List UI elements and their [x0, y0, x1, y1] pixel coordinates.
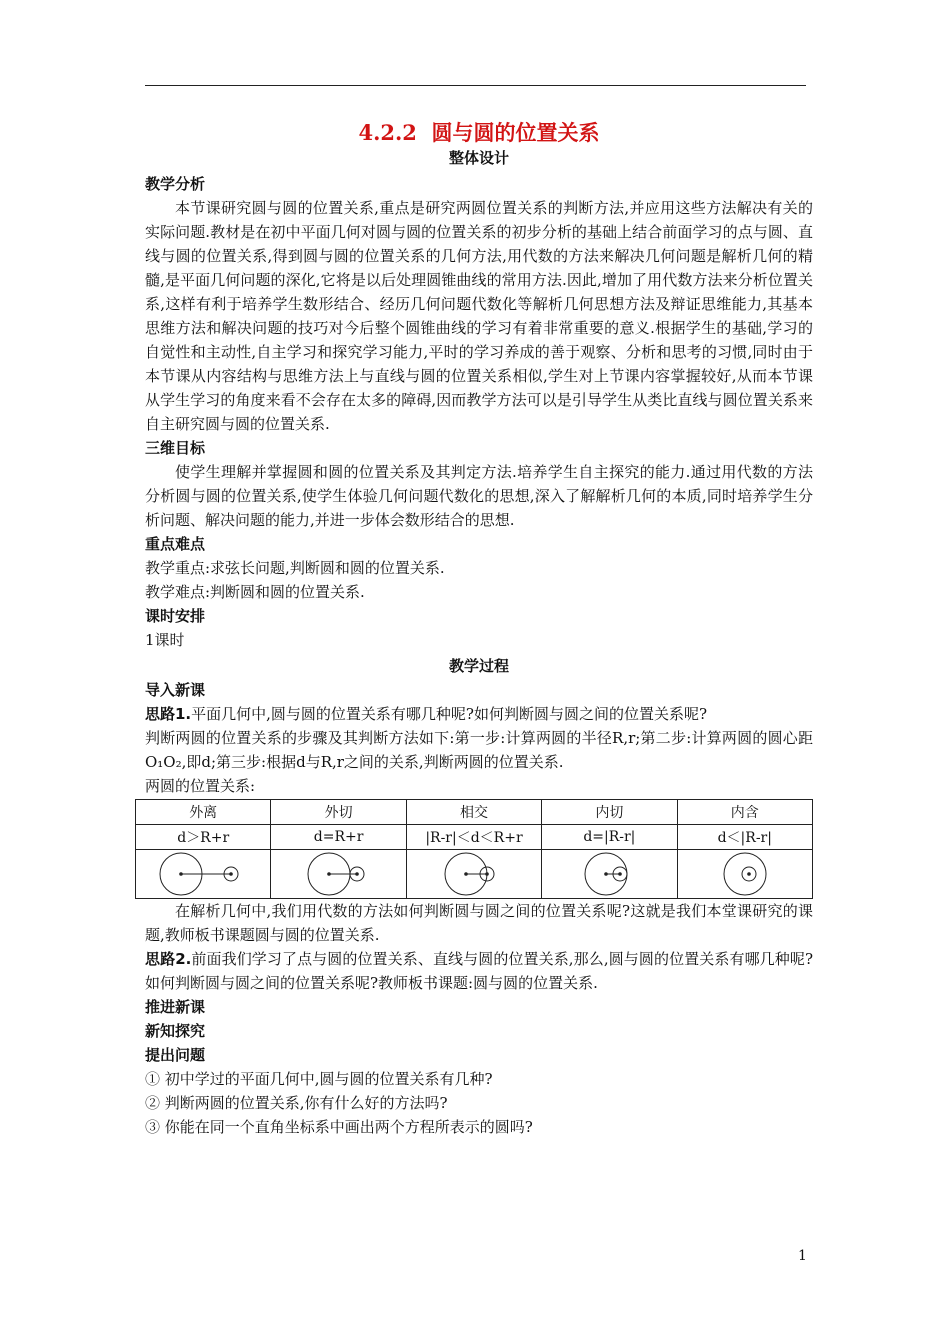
- question-2: ② 判断两圆的位置关系,你有什么好的方法吗?: [145, 1094, 448, 1112]
- cell-cond-5: d＜|R-r|: [677, 825, 812, 850]
- table-row-conditions: [136, 825, 813, 850]
- heading-explore: 新知探究: [145, 1022, 206, 1040]
- cell-fig-4: [542, 850, 677, 899]
- keypoint-line: 教学重点:求弦长问题,判断圆和圆的位置关系.: [145, 559, 445, 577]
- internal-tangent-figure: [559, 851, 659, 897]
- cell-name-5: 内含: [677, 800, 812, 825]
- document-page: [145, 118, 813, 1139]
- page-number: 1: [798, 1248, 807, 1264]
- heading-advance: 推进新课: [145, 998, 206, 1016]
- cell-name-3: 相交: [406, 800, 541, 825]
- goals-paragraph: 使学生理解并掌握圆和圆的位置关系及其判定方法.培养学生自主探究的能力.通过用代数的方法分析圆与圆的位置关系,使学生体验几何问题代数化的思想,深入了解解析几何的本质,同时培养学生分析问题、解决问题的能力,并进一步体会数形结合的思想.: [145, 463, 813, 529]
- table-row-figures: [136, 850, 813, 899]
- difficulty-line: 教学难点:判断圆和圆的位置关系.: [145, 583, 365, 601]
- subtitle: 整体设计: [448, 149, 509, 167]
- separate-circles-figure: [153, 851, 253, 897]
- idea1-label: 思路1.: [145, 705, 192, 723]
- table-caption: 两圆的位置关系:: [145, 777, 256, 795]
- after-table-paragraph: 在解析几何中,我们用代数的方法如何判断圆与圆之间的位置关系呢?这就是我们本堂课研究的课题,教师板书课题圆与圆的位置关系.: [145, 902, 813, 944]
- intersecting-circles-figure: [424, 851, 524, 897]
- heading-questions: 提出问题: [145, 1046, 206, 1064]
- cell-name-2: 外切: [271, 800, 406, 825]
- heading-analysis: 教学分析: [145, 175, 206, 193]
- heading-intro: 导入新课: [145, 681, 206, 699]
- idea1-steps: 判断两圆的位置关系的步骤及其判断方法如下:第一步:计算两圆的半径R,r;第二步:计算两圆的圆心距O₁O₂,即d;第三步:根据d与R,r之间的关系,判断两圆的位置关系.: [145, 729, 813, 771]
- idea2-text: 前面我们学习了点与圆的位置关系、直线与圆的位置关系,那么,圆与圆的位置关系有哪几种呢?如何判断圆与圆之间的位置关系呢?教师板书课题:圆与圆的位置关系.: [145, 950, 813, 992]
- question-3: ③ 你能在同一个直角坐标系中画出两个方程所表示的圆吗?: [145, 1118, 533, 1136]
- idea2-paragraph: [145, 947, 813, 995]
- cell-fig-2: [271, 850, 406, 899]
- cell-name-4: 内切: [542, 800, 677, 825]
- cell-cond-1: d＞R+r: [136, 825, 271, 850]
- idea1-text: 平面几何中,圆与圆的位置关系有哪几种呢?如何判断圆与圆之间的位置关系呢?: [191, 705, 707, 723]
- heading-keypoints: 重点难点: [145, 535, 206, 553]
- table-row-names: [136, 800, 813, 825]
- heading-process: 教学过程: [448, 657, 509, 675]
- relations-table: [135, 799, 813, 899]
- heading-schedule: 课时安排: [145, 607, 206, 625]
- cell-cond-3: |R-r|＜d＜R+r: [406, 825, 541, 850]
- idea1-paragraph: [145, 702, 813, 726]
- cell-fig-1: [136, 850, 271, 899]
- question-1: ① 初中学过的平面几何中,圆与圆的位置关系有几种?: [145, 1070, 493, 1088]
- schedule-line: 1课时: [145, 631, 185, 649]
- cell-fig-3: [406, 850, 541, 899]
- contained-circles-figure: [695, 851, 795, 897]
- document-title: 4.2.2 圆与圆的位置关系: [358, 120, 600, 145]
- cell-cond-2: d=R+r: [271, 825, 406, 850]
- idea2-label: 思路2.: [145, 950, 192, 968]
- cell-fig-5: [677, 850, 812, 899]
- external-tangent-figure: [289, 851, 389, 897]
- analysis-paragraph: 本节课研究圆与圆的位置关系,重点是研究两圆位置关系的判断方法,并应用这些方法解决有关的实际问题.教材是在初中平面几何对圆与圆的位置关系的初步分析的基础上结合前面学习的点与圆、直线与圆的位置关系,得到圆与圆的位置关系的几何方法,用代数的方法来解决几何问题是解析几何的精髓,是平面几何问题的深化,它将是以后处理圆锥曲线的常用方法.因此,增加了用代数方法来分析位置关系,这样有利于培养学生数形结合、经历几何问题代数化等解析几何思想方法及辩证思维能力,其基本思维方法和解决问题的技巧对今后整个圆锥曲线的学习有着非常重要的意义.根据学生的基础,学习的自觉性和主动性,自主学习和探究学习能力,平时的学习养成的善于观察、分析和思考的习惯,同时由于本节课从内容结构与思维方法上与直线与圆的位置关系相似,学生对上节课内容掌握较好,从而本节课从学生学习的角度来看不会存在太多的障碍,因而教学方法可以是引导学生从类比直线与圆位置关系来自主研究圆与圆的位置关系.: [145, 199, 813, 433]
- heading-goals: 三维目标: [145, 439, 206, 457]
- cell-cond-4: d=|R-r|: [542, 825, 677, 850]
- header-rule: [145, 85, 806, 86]
- cell-name-1: 外离: [136, 800, 271, 825]
